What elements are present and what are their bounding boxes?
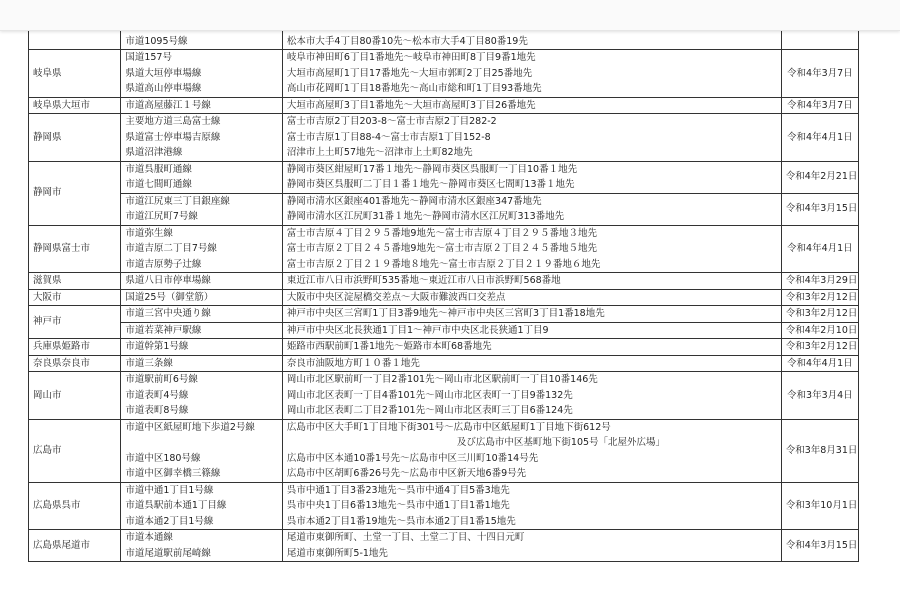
road-name-cell: 市道本通線 市道尾道駅前尾崎線	[121, 530, 283, 562]
table-row	[29, 97, 859, 114]
table-row	[29, 482, 859, 530]
municipality-cell: 奈良県奈良市	[29, 355, 121, 372]
date-cell: 令和4年3月7日	[781, 50, 858, 98]
table-row	[29, 289, 859, 306]
date-cell: 令和3年2月12日	[781, 289, 858, 306]
road-name-cell: 市道弥生線 市道吉原二丁目7号線 市道吉原勢子辻線	[121, 225, 283, 273]
road-name-cell: 市道1095号線	[121, 18, 283, 50]
table-row	[29, 225, 859, 273]
municipality-cell: 静岡県	[29, 114, 121, 162]
table-row	[29, 50, 859, 98]
section-cell: 富士市吉原2丁目203-8～富士市吉原2丁目282-2 富士市吉原1丁目88-4～富士市吉原1丁目152-8 沼津市上土町57地先～沼津市上土町82地先	[282, 114, 781, 162]
road-name-cell: 市道呉服町通線 市道七間町通線	[121, 161, 283, 193]
section-cell: 神戸市中央区北長狭通1丁目1～神戸市中央区北長狭通1丁目9	[282, 322, 781, 339]
municipality-cell: 広島県呉市	[29, 482, 121, 530]
date-cell: 令和4年2月10日	[781, 322, 858, 339]
section-cell: 広島市中区大手町1丁目地下街301号～広島市中区紙屋町1丁目地下街612号 及び広島市中区基町地下街105号「北屋外広場」 広島市中区本通10番1号先～広島市中区三川町10番14号先 広島市中区胡町6番26号先～広島市中区新天地6番9号先	[282, 419, 781, 482]
section-cell: 呉市中通1丁目3番23地先～呉市中通4丁目5番3地先 呉市中央1丁目6番13地先～呉市中通1丁目1番1地先 呉市本通2丁目1番19地先～呉市本通2丁目1番15地先	[282, 482, 781, 530]
section-cell: 大阪市中央区淀屋橋交差点～大阪市難波西口交差点	[282, 289, 781, 306]
municipality-cell: 広島市	[29, 419, 121, 482]
municipality-cell: 岐阜県	[29, 50, 121, 98]
section-cell: 岐阜市神田町6丁目1番地先～岐阜市神田町8丁目9番1地先 大垣市高屋町1丁目17番地先～大垣市郭町2丁目25番地先 高山市花岡町1丁目18番地先～高山市総和町1丁目93番地先	[282, 50, 781, 98]
date-cell: 令和4年3月29日	[781, 273, 858, 290]
date-cell: 令和4年2月21日	[781, 161, 858, 193]
municipality-cell: 滋賀県	[29, 273, 121, 290]
section-cell: 静岡市清水区銀座401番地先～静岡市清水区銀座347番地先 静岡市清水区江尻町31番１地先～静岡市清水区江尻町313番地先	[282, 193, 781, 225]
road-name-cell: 主要地方道三島富士線 県道富士停車場吉原線 県道沼津港線	[121, 114, 283, 162]
road-name-cell: 県道八日市停車場線	[121, 273, 283, 290]
road-name-cell: 市道幹第1号線	[121, 339, 283, 356]
table-row	[29, 306, 859, 323]
date-cell: 令和4年4月1日	[781, 225, 858, 273]
road-name-cell: 国道25号（御堂筋）	[121, 289, 283, 306]
road-name-cell: 市道高屋藤江１号線	[121, 97, 283, 114]
municipality-cell: 静岡市	[29, 161, 121, 225]
section-cell: 富士市吉原４丁目２９５番地9地先～富士市吉原４丁目２９５番地３地先 富士市吉原２丁目２４５番地9地先～富士市吉原２丁目２４５番地５地先 富士市吉原２丁目２１９番地８地先～富士市吉原２丁目２１９番地６地先	[282, 225, 781, 273]
section-cell: 大垣市高屋町3丁目1番地先～大垣市高屋町3丁目26番地先	[282, 97, 781, 114]
municipality-cell: 岐阜県大垣市	[29, 97, 121, 114]
section-cell: 姫路市西駅前町1番1地先～姫路市本町68番地先	[282, 339, 781, 356]
date-cell: 令和4年4月1日	[781, 114, 858, 162]
viewer-toolbar	[0, 0, 900, 31]
date-cell: 令和3年8月31日	[781, 419, 858, 482]
municipality-cell: 兵庫県姫路市	[29, 339, 121, 356]
table-row	[29, 193, 859, 225]
section-cell: 尾道市東御所町、土堂一丁目、土堂二丁目、十四日元町 尾道市東御所町5-1地先	[282, 530, 781, 562]
date-cell: 令和3年3月4日	[781, 372, 858, 420]
municipality-cell: 神戸市	[29, 306, 121, 339]
table-row	[29, 273, 859, 290]
date-cell: 令和4年3月7日	[781, 97, 858, 114]
date-cell: 令和3年2月12日	[781, 306, 858, 323]
section-cell: 松本市大手4丁目80番10先～松本市大手4丁目80番19先	[282, 18, 781, 50]
municipality-cell: 岡山市	[29, 372, 121, 420]
table-row	[29, 355, 859, 372]
municipality-cell: 静岡県富士市	[29, 225, 121, 273]
road-name-cell: 市道三条線	[121, 355, 283, 372]
road-name-cell: 国道157号 県道大垣停車場線 県道高山停車場線	[121, 50, 283, 98]
section-cell: 岡山市北区駅前町一丁目2番101先～岡山市北区駅前町一丁目10番146先 岡山市北区表町一丁目4番101先～岡山市北区表町一丁目9番132先 岡山市北区表町二丁目2番101先～岡山市北区表町三丁目6番124先	[282, 372, 781, 420]
table-row	[29, 339, 859, 356]
section-cell: 静岡市葵区紺屋町17番１地先～静岡市葵区呉服町一丁目10番１地先 静岡市葵区呉服町二丁目１番１地先～静岡市葵区七間町13番１地先	[282, 161, 781, 193]
date-cell: 令和4年3月15日	[781, 530, 858, 562]
table-row	[29, 114, 859, 162]
section-cell: 東近江市八日市浜野町535番地～東近江市八日市浜野町568番地	[282, 273, 781, 290]
date-cell: 令和4年4月1日	[781, 355, 858, 372]
date-cell: 令和3年2月12日	[781, 339, 858, 356]
municipality-cell: 広島県尾道市	[29, 530, 121, 562]
road-name-cell: 市道中通1丁目1号線 市道呉駅前本通1丁目線 市道本通2丁目1号線	[121, 482, 283, 530]
road-name-cell: 市道若菜神戸駅線	[121, 322, 283, 339]
table-row	[29, 372, 859, 420]
road-name-cell: 市道中区紙屋町地下歩道2号線 市道中区180号線 市道中区御幸橋三篠線	[121, 419, 283, 482]
municipality-cell: 大阪市	[29, 289, 121, 306]
date-cell: 令和4年3月15日	[781, 193, 858, 225]
date-cell: 令和3年10月1日	[781, 482, 858, 530]
table-row	[29, 161, 859, 193]
section-cell: 奈良市油阪地方町１０番１地先	[282, 355, 781, 372]
road-name-cell: 市道駅前町6号線 市道表町4号線 市道表町8号線	[121, 372, 283, 420]
section-cell: 神戸市中央区三宮町1丁目3番9地先～神戸市中央区三宮町3丁目1番18地先	[282, 306, 781, 323]
road-name-cell: 市道三宮中央通り線	[121, 306, 283, 323]
road-name-cell: 市道江尻東三丁目銀座線 市道江尻町7号線	[121, 193, 283, 225]
table-row	[29, 322, 859, 339]
table-row	[29, 419, 859, 482]
table-row	[29, 530, 859, 562]
road-designation-table	[28, 17, 859, 562]
